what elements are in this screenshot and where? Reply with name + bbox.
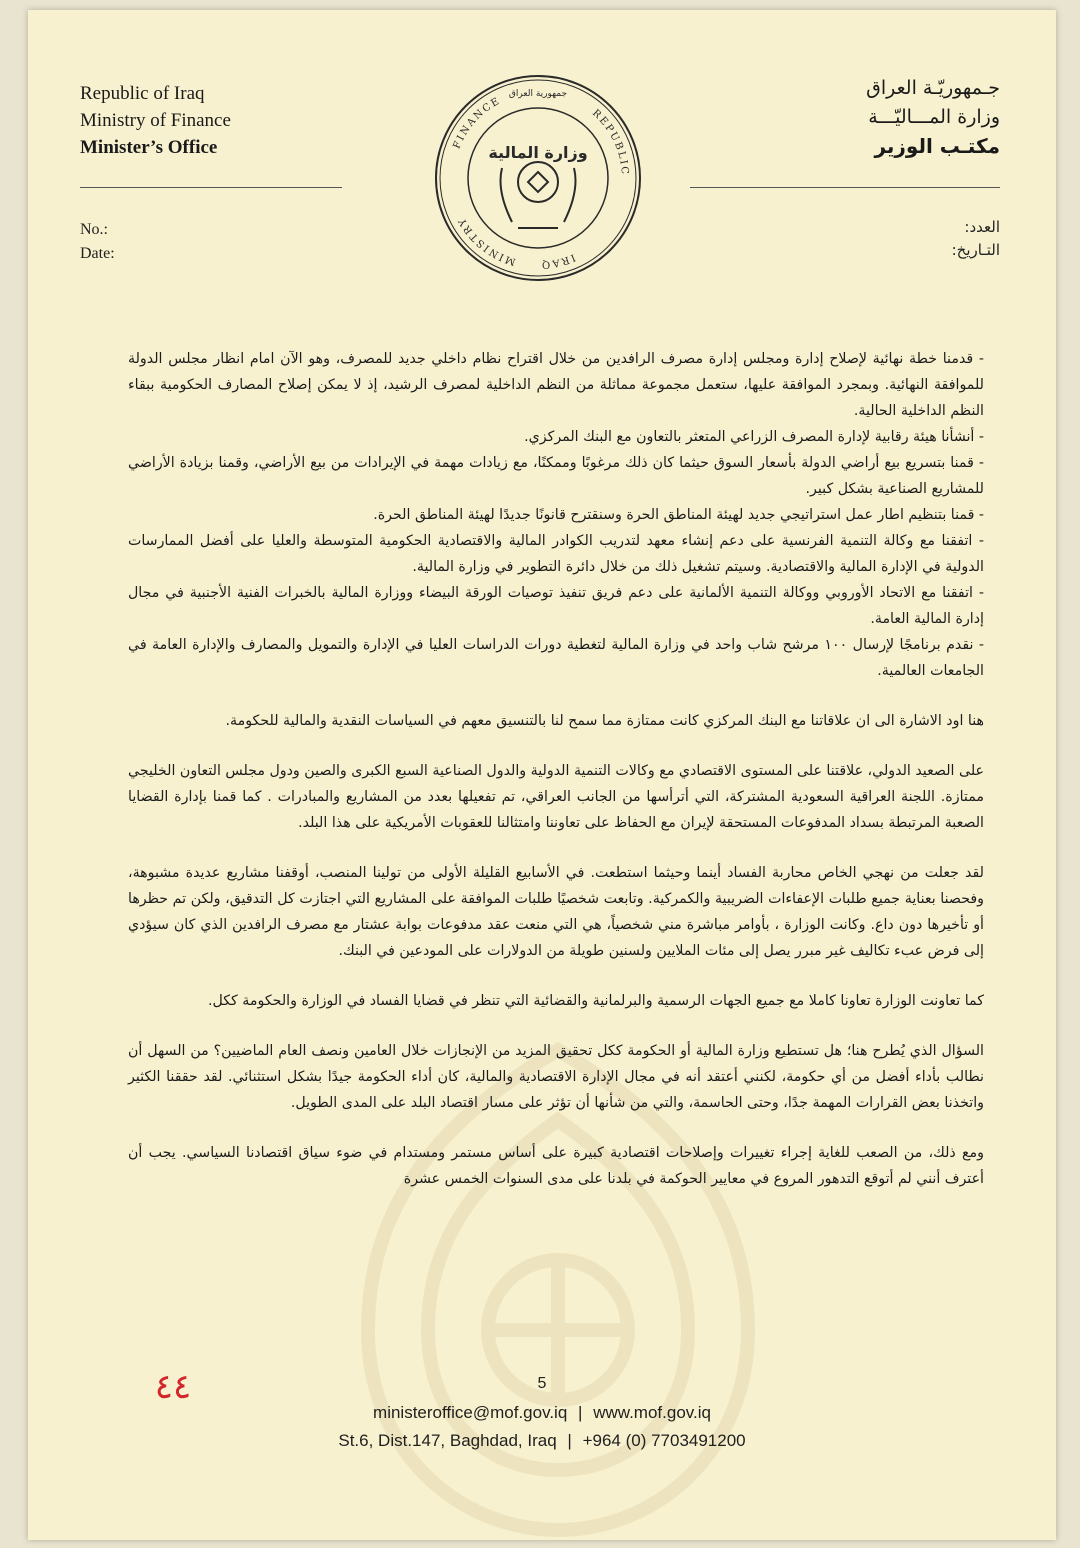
footer-address-line (28, 1431, 1056, 1451)
body-paragraph: السؤال الذي يُطرح هنا؛ هل تستطيع وزارة المالية أو الحكومة ككل تحقيق المزيد من الإنجازات خلال العامين ونصف العام الماضيين؟ من السهل أن نطالب بأداء أفضل من أي حكومة، لكنني أعتقد أنه في مجال الإدارة الاقتصادية والمالية، كان أداء الحكومة جيدًا بشكل استثنائي. لقد حققنا الكثير واتخذنا بعض القرارات المهمة جدًا، وحتى الحاسمة، والتي من شأنها أن تؤثر على مسار اقتصاد البلد على المدى الطويل. (128, 1043, 984, 1111)
seal-ring-right: MINISTRY (456, 214, 518, 267)
list-item: - قمنا بتسريع بيع أراضي الدولة بأسعار السوق حيثما كان ذلك مرغوبًا وممكنًا، مع زيادات مهمة في الإيرادات من بيع الأراضي، وقمنا بزيادة الأراضي للمشاريع الصناعية بشكل كبير. (128, 455, 984, 497)
header-arabic (866, 74, 1000, 161)
footer-email[interactable]: ministeroffice@mof.gov.iq (373, 1403, 568, 1422)
seal-center-arabic: وزارة المالية (488, 143, 588, 162)
body-paragraph: لقد جعلت من نهجي الخاص محاربة الفساد أينما وحيثما استطعت. في الأسابيع القليلة الأولى من تولينا المنصب، أوقفنا مشاريع عديدة مشبوهة، وفحصنا بعناية جميع طلبات الإعفاءات الضريبية والكمركية. وتابعت شخصيًا طلبات الموافقة على المشاريع التي اجتازت كل التدقيق، ولكن تم حظرها أو تأخيرها دون داع. وكانت الوزارة ، بأوامر مباشرة مني شخصياً، هي التي منعت عقد مدفوعات بوابة عشتار مع مصرف الرافدين الذي كان سيؤدي إلى فرض عبء تكاليف غير مبرر يصل إلى مئات الملايين ولسنين طويلة من الدولارات على المودعين في البنك. (128, 865, 984, 959)
footer-phone: +964 (0) 7703491200 (582, 1431, 746, 1450)
office-name-en: Minister’s Office (80, 137, 218, 158)
ministry-seal-icon (432, 72, 644, 284)
header-divider-right (690, 187, 1000, 188)
list-item: - قمنا بتنظيم اطار عمل استراتيجي جديد لهيئة المناطق الحرة وسنقترح قانونًا جديدًا لهيئة المناطق الحرة. (373, 507, 984, 523)
ministry-name-en: Ministry of Finance (80, 110, 231, 131)
date-label-ar: التـاريخ: (951, 241, 1000, 259)
list-item: - أنشأنا هيئة رقابية لإدارة المصرف الزراعي المتعثر بالتعاون مع البنك المركزي. (524, 429, 984, 445)
footer-website[interactable]: www.mof.gov.iq (593, 1403, 711, 1422)
body-paragraph: هنا اود الاشارة الى ان علاقاتنا مع البنك المركزي كانت ممتازة مما سمح لنا بالتنسيق معهم في السياسات النقدية والمالية للحكومة. (225, 713, 984, 729)
body-paragraph: على الصعيد الدولي، علاقتنا على المستوى الاقتصادي مع وكالات التنمية الدولية والدول الصناعية السبع الكبرى والصين ودول مجلس التعاون الخليجي ممتازة. اللجنة العراقية السعودية المشتركة، التي أترأسها من الجانب العراقي، تم تفعيلها بعدد من المشاريع والمبادرات . كما قمنا بإدارة القضايا الصعبة المرتبطة بسداد المدفوعات المستحقة لإيران مع الحفاظ على تعاوننا وامتثالنا للعقوبات الأمريكية على هذا البلد. (128, 763, 984, 831)
country-name-en: Republic of Iraq (80, 83, 205, 104)
letter-page (28, 10, 1056, 1540)
list-item: - اتفقنا مع الاتحاد الأوروبي ووكالة التنمية الألمانية على دعم فريق تنفيذ توصيات الورقة البيضاء ووزارة المالية بالخبرات الفنية الأجنبية في مجال إدارة المالية العامة. (128, 585, 984, 627)
seal-ring-left: REPUBLIC (589, 107, 631, 177)
number-label-en: No.: (80, 221, 108, 238)
svg-text:٤٤: ٤٤ (154, 1367, 192, 1407)
reference-fields-en (80, 218, 115, 266)
reference-fields-ar (952, 216, 1000, 262)
list-item: - اتفقنا مع وكالة التنمية الفرنسية على دعم إنشاء معهد لتدريب الكوادر المالية والاقتصادية الحكومية المتوسطة والعليا على أفضل الممارسات الدولية في الإدارة المالية والاقتصادية. وسيتم تشغيل ذلك من خلال دائرة التطوير في وزارة المالية. (128, 533, 984, 575)
footer-address: St.6, Dist.147, Baghdad, Iraq (338, 1431, 557, 1450)
list-item: - نقدم برنامجًا لإرسال ١٠٠ مرشح شاب واحد في وزارة المالية لتغطية دورات الدراسات العليا في الإدارة والتمويل والمصارف والإدارة العامة في الجامعات العالمية. (128, 637, 984, 679)
header-english (80, 80, 231, 161)
letter-body (128, 346, 984, 1192)
footer-contact-line (28, 1403, 1056, 1423)
footer-separator: | (567, 1431, 572, 1450)
handwritten-page-number (128, 1362, 218, 1408)
seal-top-arabic: جمهورية العراق (508, 89, 568, 99)
number-label-ar: العدد: (964, 218, 1000, 236)
seal-ring-top-right: FINANCE (451, 95, 503, 151)
office-name-ar: مكتـب الوزير (874, 134, 1000, 158)
page-number: 5 (537, 1375, 547, 1392)
body-paragraph: ومع ذلك، من الصعب للغاية إجراء تغييرات وإصلاحات اقتصادية كبيرة على أساس مستمر ومستدام في ضوء سياق اقتصادنا السياسي. يجب أن أعترف أنني لم أتوقع التدهور المروع في معايير الحوكمة في بلدنا على مدى السنوات الخمس عشرة (128, 1145, 984, 1187)
body-paragraph: كما تعاونت الوزارة تعاونا كاملا مع جميع الجهات الرسمية والبرلمانية والقضائية التي تنظر في قضايا الفساد في الوزارة والحكومة ككل. (207, 993, 984, 1009)
ministry-name-ar: وزارة المـــاليّـــة (868, 106, 1000, 128)
header-divider-left (80, 187, 342, 188)
seal-ring-bottom: IRAQ (539, 251, 577, 271)
date-label-en: Date: (80, 245, 115, 262)
footer-separator: | (578, 1403, 583, 1422)
list-item: - قدمنا خطة نهائية لإصلاح إدارة ومجلس إدارة مصرف الرافدين من خلال اقتراح نظام داخلي جديد للمصرف، وهو الآن امام انظار مجلس الدولة للموافقة النهائية. وبمجرد الموافقة عليها، ستعمل مجموعة مماثلة من النظم الداخلية لمصرف الرشيد، إذ لا يمكن إصلاح المصارف الحكومية ببقاء النظم الداخلية الحالية. (128, 351, 984, 419)
country-name-ar: جـمهوريّـة العراق (866, 77, 1000, 99)
